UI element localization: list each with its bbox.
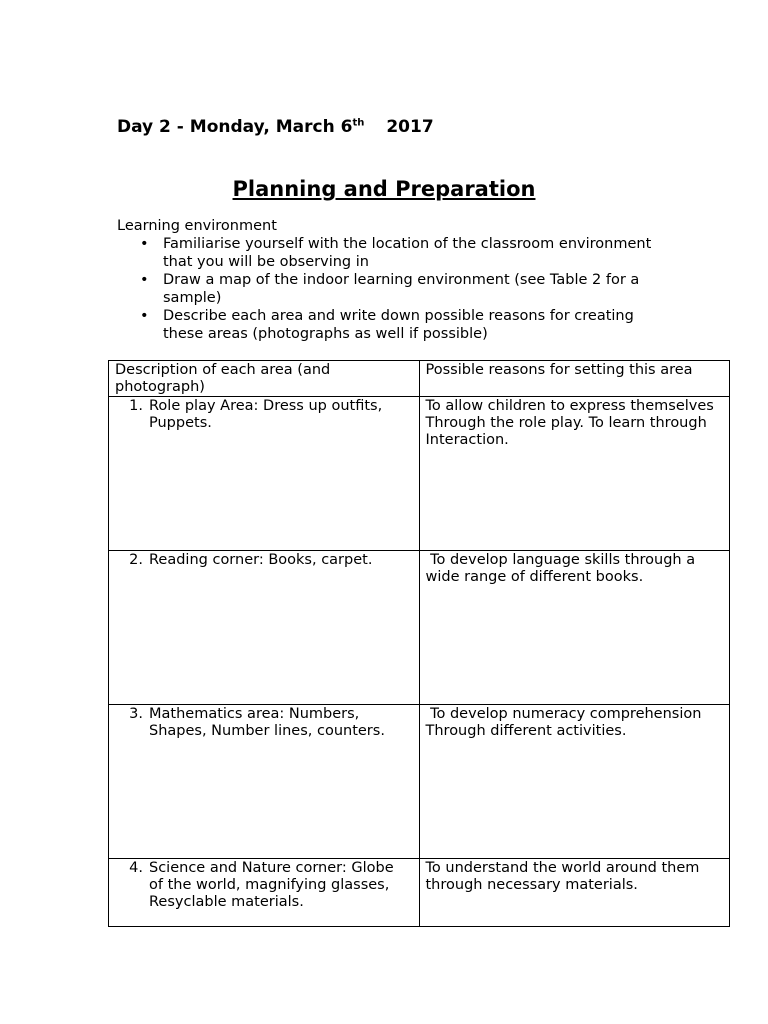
area-description: Mathematics area: Numbers, Shapes, Number lines, counters.	[149, 706, 385, 739]
reason-cell: To allow children to express themselves Through the role play. To learn through Interaction.	[419, 397, 730, 551]
row-number: 2.	[129, 552, 143, 568]
day-heading	[117, 116, 434, 138]
area-description: Reading corner: Books, carpet.	[149, 552, 373, 568]
reason-cell: To develop language skills through a wide range of different books.	[419, 551, 730, 705]
header-reasons: Possible reasons for setting this area	[419, 361, 730, 397]
areas-table	[108, 360, 730, 927]
bullet-text: Familiarise yourself with the location of the classroom environment that you will be observing in	[163, 236, 652, 270]
table-row	[109, 397, 730, 551]
day-suffix: th	[352, 117, 365, 129]
list-item	[117, 235, 657, 271]
reason-cell: To develop numeracy comprehension Through different activities.	[419, 705, 730, 859]
table-header-row	[109, 361, 730, 397]
header-description: Description of each area (and photograph)	[109, 361, 420, 397]
day-label: Day 2 - Monday, March 6	[117, 117, 353, 137]
section-heading: Learning environment	[117, 218, 277, 234]
area-cell	[109, 705, 420, 859]
row-number: 4.	[129, 860, 143, 876]
row-number: 3.	[129, 706, 143, 722]
area-cell	[109, 551, 420, 705]
page-title: Planning and Preparation	[232, 177, 536, 201]
reason-cell: To understand the world around them through necessary materials.	[419, 859, 730, 927]
bullet-list	[117, 235, 657, 343]
table-row	[109, 859, 730, 927]
row-number: 1.	[129, 398, 143, 414]
table-row	[109, 551, 730, 705]
area-cell	[109, 397, 420, 551]
bullet-text: Describe each area and write down possible reasons for creating these areas (photographs as well if possible)	[163, 308, 634, 342]
bullet-icon: •	[140, 308, 149, 324]
bullet-icon: •	[140, 272, 149, 288]
bullet-icon: •	[140, 236, 149, 252]
bullet-text: Draw a map of the indoor learning environment (see Table 2 for a sample)	[163, 272, 640, 306]
area-description: Science and Nature corner: Globe of the world, magnifying glasses, Resyclable materials.	[149, 860, 399, 910]
list-item	[117, 307, 657, 343]
area-cell	[109, 859, 420, 927]
table-row	[109, 705, 730, 859]
year: 2017	[386, 117, 434, 137]
area-description: Role play Area: Dress up outfits, Puppets.	[149, 398, 387, 431]
list-item	[117, 271, 657, 307]
